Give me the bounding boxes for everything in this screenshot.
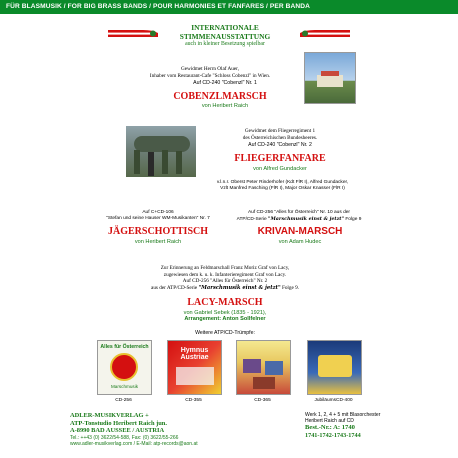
piece2-dedication2: des Österreichischen Bundesheeres.	[242, 134, 318, 141]
piece5-d4b: "Marschmusik einst & jetzt"	[198, 284, 281, 291]
piece1-dedication2: Inhaber vom Restaurant-Cafe "Schloss Cobenzl" in Wien.	[149, 72, 271, 79]
cd-cover-365	[236, 340, 291, 395]
footer-numbers: 1741-1742-1743-1744	[305, 432, 361, 440]
piece5-d4	[120, 285, 330, 292]
cd-cover-256	[97, 340, 152, 395]
intro-line1: INTERNATIONALE	[191, 23, 259, 32]
piece3-composer: von Heribert Raich	[134, 239, 182, 245]
footer-tel: Tel.: ++43 (0) 3622/54-588, Fax: (0) 3622/55-266	[70, 434, 179, 441]
piece4-cd2	[224, 216, 374, 223]
cd-cover-400	[307, 340, 362, 395]
piece4-composer: von Adam Hudec	[278, 239, 322, 245]
piece3-cd2: "Stefan und seine Hauser WM-Musikanten" Nr. 7	[106, 216, 210, 221]
piece4-cd2c: Folge 9	[344, 217, 362, 222]
piece3-cd	[88, 210, 228, 222]
piece3-title: JÄGERSCHOTTISCH	[107, 226, 209, 237]
cds-heading: Weitere ATP/CD-Trümpfe:	[195, 330, 255, 336]
cd-256-label: CD-256	[115, 398, 132, 403]
piece2-composer: von Alfred Gundacker	[253, 166, 307, 172]
piece1-title: COBENZLMARSCH	[173, 91, 267, 102]
cd-365-label: CD-365	[254, 398, 271, 403]
eagle-emblem-icon	[110, 353, 138, 381]
footer-work2: Heribert Raich auf CD	[305, 418, 354, 425]
piece2-cd: Auf CD-240 "Cobenzl" Nr. 2	[248, 142, 312, 148]
piece2-caption1: v.l.n.r. Oberst Peter Rinderhofer (Kdt FlR I), Alfred Gundacker,	[216, 180, 349, 185]
piece5-composer1: von Gabriel Sebek (1835 - 1921),	[183, 310, 267, 316]
piece2-dedication1: Gewidmet dem Fliegerregiment 1	[244, 128, 316, 134]
intro-line2: STIMMENAUSSTATTUNG	[179, 31, 271, 41]
footer-publisher2: ATP-Tonstudio Heribert Raich jun.	[70, 419, 167, 427]
footer-web[interactable]: www.adler-musikverlag.com / E-Mail: atp-records@aon.at	[70, 440, 198, 447]
footer-order-number: Best.-Nr.: A: 1740	[305, 424, 355, 432]
cd-256-cover-sub: Marschmusik	[110, 384, 139, 389]
cd-355-label: CD-355	[185, 398, 202, 403]
intro-block	[150, 24, 300, 48]
piece4-cd2a: ATP/CD-Serie	[236, 217, 268, 222]
footer-publisher3: A-8990 BAD AUSSEE / AUSTRIA	[70, 427, 165, 435]
footer-publisher1: ADLER-MUSIKVERLAG +	[70, 412, 149, 419]
piece5-composer2: Arrangement: Anton Sollfelner	[184, 316, 266, 322]
footer-publisher	[70, 412, 290, 447]
piece4-cd1: Auf CD-256 "Alles für Österreich" Nr. 10 aus der	[247, 210, 351, 215]
piece4-cd	[224, 210, 374, 223]
flag-wing-right-icon	[300, 29, 350, 38]
header-title: FÜR BLASMUSIK / FOR BIG BRASS BANDS / POUR HARMONIES ET FANFARES / PER BANDA	[6, 3, 310, 10]
piece5-composer	[140, 310, 310, 322]
cd-256-cover-title: Alles für Österreich	[100, 344, 149, 350]
piece5-d1: Zur Erinnerung an Feldmarschall Franz Moriz Graf von Lacy,	[160, 265, 290, 271]
piece5-title: LACY-MARSCH	[187, 297, 263, 308]
piece4-cd2b: "Marschmusik einst & jetzt"	[268, 216, 345, 222]
piece5-d4c: Folge 9.	[280, 284, 299, 291]
cd-cover-355	[167, 340, 222, 395]
cd-355-cover-title: Hymnus Austriae	[180, 347, 209, 361]
cd-400-label: JubiläumsCD-400	[314, 398, 353, 403]
piece5-d3: Auf CD-256 "Alles für Österreich" Nr. 2	[182, 278, 268, 285]
piece2-caption2: Vzlt Manfred Fasching (FlR I), Major Oskar Knasser (FlR I)	[220, 186, 345, 191]
header-bar	[0, 0, 458, 14]
piece2-dedication	[210, 128, 350, 141]
piece2-caption	[195, 180, 370, 192]
footer-work1: Werk 1, 2, 4 + 5 mit Blasorchester	[305, 412, 381, 418]
piece3-cd1: Auf C+CD-106	[142, 210, 174, 215]
cd-cover-cobenzl	[304, 52, 356, 104]
piece1-composer: von Heribert Raich	[201, 103, 249, 109]
piece2-title: FLIEGERFANFARE	[234, 153, 326, 164]
piece5-dedication	[120, 265, 330, 291]
piece5-d4a: aus der ATP/CD-Serie	[151, 284, 199, 291]
piece5-d2: zugewiesen dem k. u. k. Infanterieregiment Graf von Lacy.	[163, 271, 287, 278]
photo-helicopter	[126, 126, 196, 177]
piece1-dedication	[110, 66, 310, 79]
piece1-dedication1: Gewidmet Herrn Olaf Auer,	[181, 66, 239, 72]
piece4-title: KRIVAN-MARSCH	[257, 226, 343, 237]
footer-order	[305, 412, 405, 440]
intro-line3: auch in kleiner Besetzung spielbar	[185, 41, 265, 48]
piece1-cd: Auf CD-240 "Cobenzl" Nr. 1	[193, 80, 257, 86]
